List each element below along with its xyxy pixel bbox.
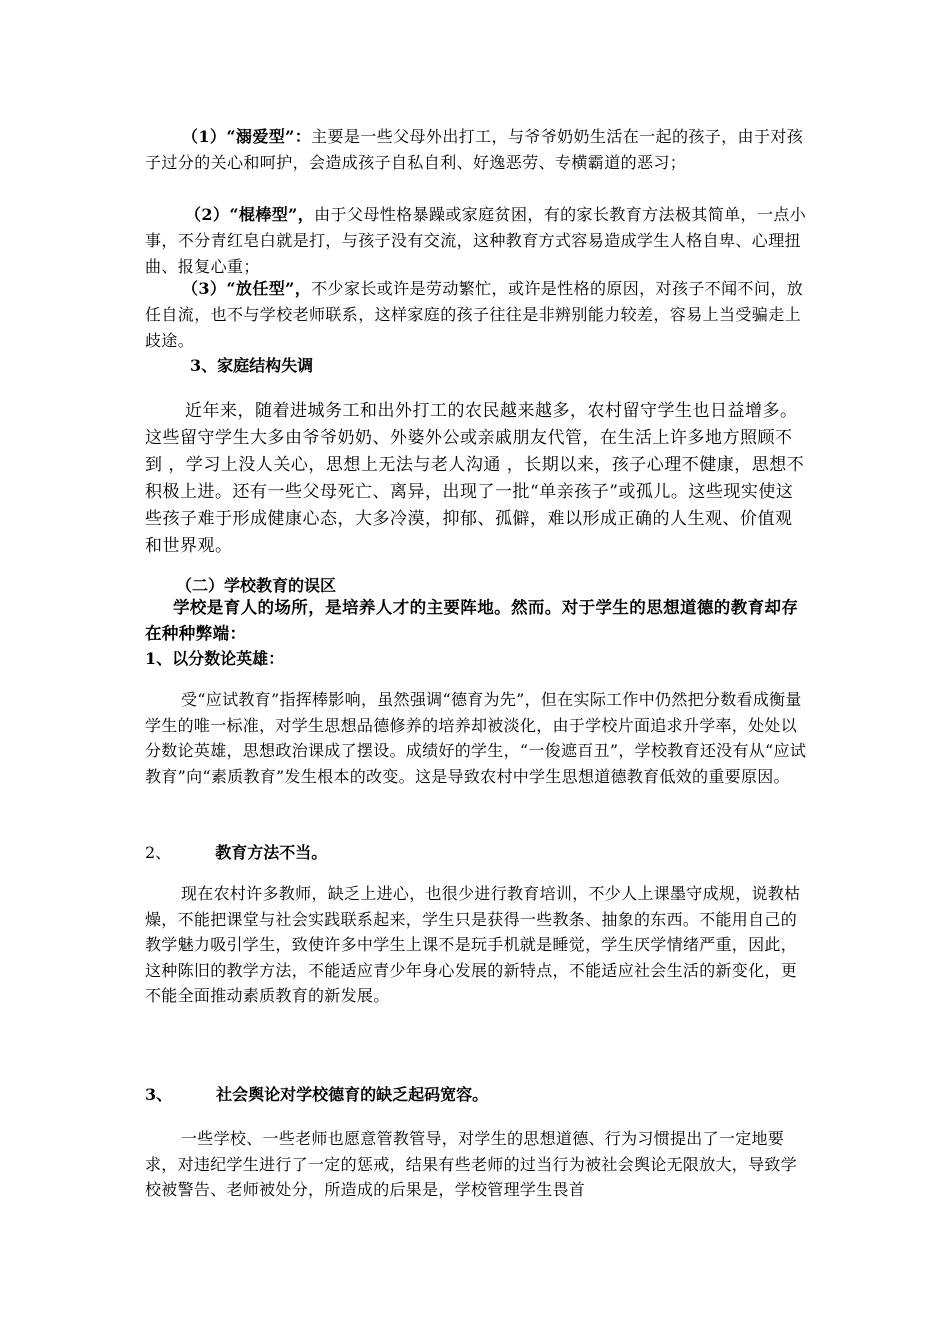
heading-family-structure: 3、家庭结构失调	[190, 356, 314, 375]
paragraph-score-hero: 受“应试教育”指挥棒影响，虽然强调“德育为先”，但在实际工作中仍然把分数看成衡量学生的唯一标准，对学生思想品德修养的培养却被淡化，由于学校片面追求升学率，处处以分数论英雄，思想政治课成了摆设。成绩好的学生，“一俊遮百丑”，学校教育还没有从“应试教育”向“素质教育”发生根本的改变。这是导致农村中学生思想道德教育低效的重要原因。	[145, 690, 807, 786]
heading-school-education: （二）学校教育的误区	[176, 576, 337, 595]
public-opinion-title: 社会舆论对学校德育的缺乏起码宽容。	[216, 1085, 489, 1104]
item-spoiling-text: 主要是一些父母外出打工，与爷爷奶奶生活在一起的孩子，由于对孩子过分的关心和呵护，会造成孩子自私自利、好逸恶劳、专横霸道的恶习；	[145, 127, 804, 172]
teaching-method-number: 2、	[145, 843, 172, 862]
paragraph-public-opinion: 一些学校、一些老师也愿意管教管导，对学生的思想道德、行为习惯提出了一定地要求，对违纪学生进行了一定的惩戒，结果有些老师的过当行为被社会舆论无限放大，导致学校被警告、老师被处分，所造成的后果是，学校管理学生畏首	[145, 1129, 798, 1199]
item-spoiling-label: （1）“溺爱型”：	[182, 127, 312, 146]
item-spoiling	[145, 124, 809, 176]
heading-teaching-method	[145, 840, 327, 863]
item-laissez-faire-text: 不少家长或许是劳动繁忙，或许是性格的原因，对孩子不闻不问，放任自流，也不与学校老师联系，这样家庭的孩子往往是非辨别能力较差，容易上当受骗走上歧途。	[145, 279, 804, 350]
item-stick-label: （2）“棍棒型”，	[185, 205, 315, 224]
public-opinion-number: 3、	[145, 1085, 173, 1104]
item-laissez-faire	[145, 276, 809, 354]
teaching-method-title: 教育方法不当。	[215, 843, 328, 862]
heading-public-opinion	[145, 1082, 488, 1105]
item-stick	[145, 202, 809, 280]
paragraph-school-intro: 学校是育人的场所，是培养人才的主要阵地。然而。对于学生的思想道德的教育却存在种种弊端：	[145, 598, 799, 643]
paragraph-teaching-method: 现在农村许多教师，缺乏上进心，也很少进行教育培训，不少人上课墨守成规，说教枯燥，不能把课堂与社会实践联系起来，学生只是获得一些教条、抽象的东西。不能用自己的教学魅力吸引学生，致使许多中学生上课不是玩手机就是睡觉，学生厌学情绪严重，因此，这种陈旧的教学方法，不能适应青少年身心发展的新特点，不能适应社会生活的新变化，更不能全面推动素质教育的新发展。	[145, 884, 801, 1005]
item-stick-text: 由于父母性格暴躁或家庭贫困，有的家长教育方法极其简单，一点小事，不分青红皂白就是打，与孩子没有交流，这种教育方式容易造成学生人格自卑、心理扭曲、报复心重；	[145, 205, 807, 276]
item-laissez-faire-label: （3）“放任型”，	[182, 279, 312, 298]
paragraph-family-structure: 近年来，随着进城务工和出外打工的农民越来越多，农村留守学生也日益增多。这些留守学生大多由爷爷奶奶、外婆外公或亲戚朋友代管，在生活上许多地方照顾不到 ，学习上没人关心，思想上无法与老人沟通 ，长期以来，孩子心理不健康，思想不积极上进。还有一些父母死亡、离异，出现了一批“单亲孩子”或孤儿。这些现实使这些孩子难于形成健康心态，大多冷漠，抑郁、孤僻，难以形成正确的人生观、价值观和世界观。	[145, 401, 805, 556]
heading-score-hero: 1、以分数论英雄：	[145, 649, 285, 668]
